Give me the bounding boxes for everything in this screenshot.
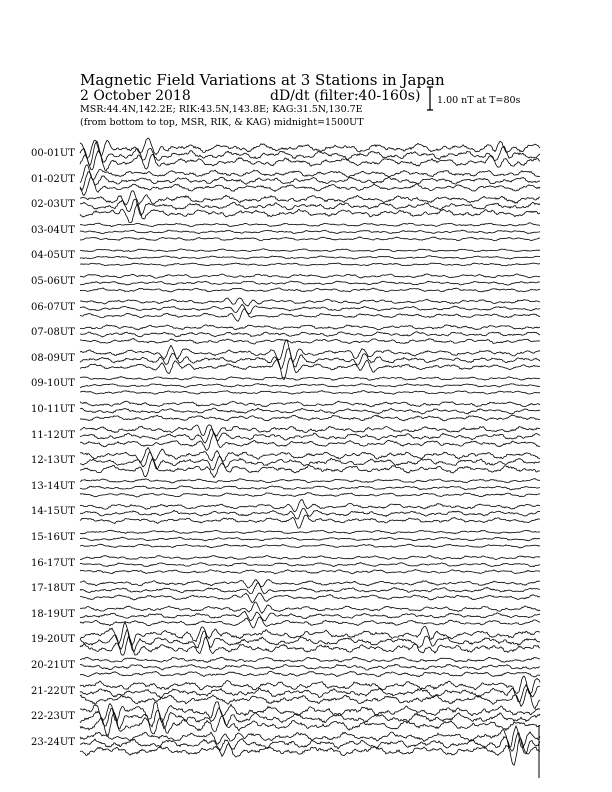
hour-label-3: 03-04UT	[31, 224, 75, 236]
hour-label-8: 08-09UT	[31, 352, 75, 364]
chart-date: 2 October 2018	[80, 88, 191, 104]
hour-label-0: 00-01UT	[31, 148, 75, 159]
chart-quantity: dD/dt (filter:40-160s)	[270, 88, 421, 104]
trace-17-msr	[80, 593, 540, 602]
trace-6-msr	[80, 309, 540, 322]
trace-13-kag	[80, 479, 540, 483]
trace-10-rik	[80, 408, 540, 414]
trace-19-rik	[80, 630, 540, 652]
hour-label-6: 06-07UT	[31, 301, 75, 313]
hour-label-16: 16-17UT	[31, 557, 75, 569]
trace-23-kag	[80, 726, 540, 747]
trace-10-msr	[80, 415, 540, 421]
trace-3-msr	[80, 237, 540, 241]
trace-16-msr	[80, 570, 540, 574]
trace-10-kag	[80, 401, 540, 407]
trace-1-rik	[80, 172, 540, 190]
trace-18-msr	[80, 617, 540, 628]
trace-15-rik	[80, 537, 540, 541]
trace-20-kag	[80, 657, 540, 662]
trace-15-kag	[80, 530, 540, 534]
trace-4-rik	[80, 256, 540, 259]
trace-7-kag	[80, 325, 540, 330]
trace-18-kag	[80, 602, 540, 613]
hour-label-2: 02-03UT	[31, 199, 75, 211]
scale-bar-label: 1.00 nT at T=80s	[437, 95, 521, 106]
trace-0-kag	[80, 138, 540, 158]
hour-label-13: 13-14UT	[31, 480, 75, 492]
trace-22-msr	[80, 712, 540, 736]
hour-label-1: 01-02UT	[31, 173, 75, 185]
trace-8-rik	[80, 348, 540, 368]
hour-label-17: 17-18UT	[31, 583, 75, 595]
trace-16-kag	[80, 556, 540, 560]
hour-label-23: 23-24UT	[31, 736, 75, 748]
trace-20-msr	[80, 671, 540, 677]
trace-14-rik	[80, 508, 540, 518]
trace-22-kag	[80, 702, 540, 723]
trace-6-kag	[80, 298, 540, 306]
trace-9-kag	[80, 377, 540, 381]
hour-label-4: 04-05UT	[31, 250, 75, 262]
trace-6-rik	[80, 304, 540, 314]
trace-9-msr	[80, 391, 540, 395]
trace-3-kag	[80, 223, 540, 227]
trace-7-msr	[80, 339, 540, 345]
hour-label-9: 09-10UT	[31, 378, 75, 390]
hour-label-11: 11-12UT	[31, 429, 75, 441]
hour-label-12: 12-13UT	[31, 455, 75, 467]
hour-label-7: 07-08UT	[31, 327, 75, 339]
trace-17-kag	[80, 580, 540, 588]
trace-13-rik	[80, 486, 540, 490]
trace-17-rik	[80, 583, 540, 594]
hour-label-15: 15-16UT	[31, 532, 75, 543]
trace-18-rik	[80, 611, 540, 621]
hour-label-20: 20-21UT	[31, 660, 75, 671]
trace-11-kag	[80, 425, 540, 436]
trace-4-msr	[80, 263, 540, 266]
trace-5-rik	[80, 281, 540, 285]
hour-label-22: 22-23UT	[31, 711, 75, 723]
trace-20-rik	[80, 664, 540, 670]
hour-label-10: 10-11UT	[31, 404, 75, 415]
trace-16-rik	[80, 563, 540, 567]
trace-2-msr	[80, 204, 540, 223]
trace-14-msr	[80, 515, 540, 528]
station-order-note: (from bottom to top, MSR, RIK, & KAG) midnight=1500UT	[80, 117, 364, 128]
trace-15-msr	[80, 544, 540, 548]
hour-label-19: 19-20UT	[31, 634, 75, 646]
trace-19-msr	[80, 636, 540, 655]
trace-11-rik	[80, 429, 540, 443]
trace-11-msr	[80, 433, 540, 450]
trace-13-msr	[80, 493, 540, 498]
trace-3-rik	[80, 230, 540, 234]
trace-5-kag	[80, 274, 540, 278]
trace-12-msr	[80, 459, 540, 478]
trace-14-kag	[80, 500, 540, 512]
hour-label-21: 21-22UT	[31, 685, 75, 697]
chart-title: Magnetic Field Variations at 3 Stations in Japan	[80, 71, 445, 89]
trace-9-rik	[80, 384, 540, 388]
trace-23-rik	[80, 732, 540, 753]
trace-4-kag	[80, 249, 540, 252]
trace-7-rik	[80, 332, 540, 337]
hour-label-14: 14-15UT	[31, 506, 75, 518]
hour-label-18: 18-19UT	[31, 608, 75, 620]
trace-5-msr	[80, 288, 540, 292]
station-coordinates: MSR:44.4N,142.2E; RIK:43.5N,143.8E; KAG:31.5N,130.7E	[80, 104, 363, 115]
trace-group	[80, 138, 540, 778]
hour-label-5: 05-06UT	[31, 276, 75, 287]
